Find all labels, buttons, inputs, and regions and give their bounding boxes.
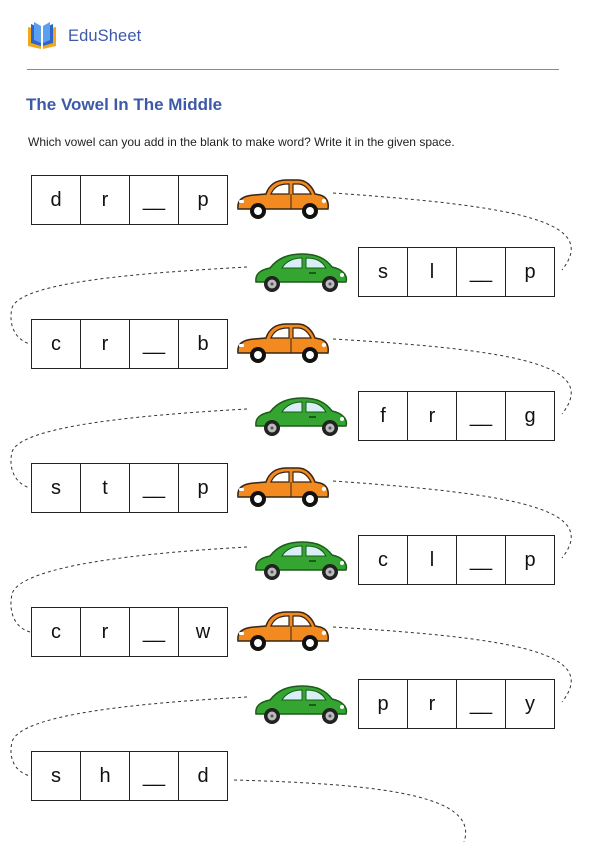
word-row-2 — [254, 246, 555, 298]
letter-box: l — [407, 247, 457, 297]
letter-boxes — [31, 319, 228, 369]
orange-car-icon — [236, 465, 330, 511]
blank-box[interactable]: __ — [456, 247, 506, 297]
open-book-icon — [26, 21, 58, 51]
letter-box: s — [31, 751, 81, 801]
letter-box: h — [80, 751, 130, 801]
brand-name: EduSheet — [68, 26, 142, 45]
word-row-7 — [31, 606, 330, 658]
letter-box: b — [178, 319, 228, 369]
orange-car-icon — [236, 321, 330, 367]
blank-box[interactable]: __ — [129, 751, 179, 801]
letter-boxes — [358, 679, 555, 729]
letter-box: p — [358, 679, 408, 729]
word-row-5 — [31, 462, 330, 514]
blank-box[interactable]: __ — [129, 319, 179, 369]
letter-boxes — [358, 247, 555, 297]
letter-box: w — [178, 607, 228, 657]
blank-box[interactable]: __ — [129, 175, 179, 225]
letter-box: t — [80, 463, 130, 513]
blank-box[interactable]: __ — [456, 391, 506, 441]
letter-box: c — [358, 535, 408, 585]
letter-box: s — [358, 247, 408, 297]
letter-box: p — [178, 463, 228, 513]
worksheet-title: The Vowel In The Middle — [26, 95, 223, 114]
letter-box: l — [407, 535, 457, 585]
letter-box: p — [505, 535, 555, 585]
letter-box: p — [178, 175, 228, 225]
letter-box: c — [31, 607, 81, 657]
word-row-9 — [31, 750, 228, 802]
letter-box: r — [407, 391, 457, 441]
letter-boxes — [31, 607, 228, 657]
letter-box: s — [31, 463, 81, 513]
letter-box: d — [178, 751, 228, 801]
blank-box[interactable]: __ — [456, 679, 506, 729]
letter-box: p — [505, 247, 555, 297]
blank-box[interactable]: __ — [129, 463, 179, 513]
green-car-icon — [254, 537, 348, 583]
header-divider — [27, 69, 559, 70]
letter-box: r — [80, 607, 130, 657]
letter-box: f — [358, 391, 408, 441]
word-row-1 — [31, 174, 330, 226]
letter-box: r — [407, 679, 457, 729]
word-row-8 — [254, 678, 555, 730]
green-car-icon — [254, 249, 348, 295]
letter-box: g — [505, 391, 555, 441]
word-row-4 — [254, 390, 555, 442]
letter-boxes — [31, 751, 228, 801]
orange-car-icon — [236, 609, 330, 655]
letter-boxes — [31, 463, 228, 513]
letter-boxes — [358, 391, 555, 441]
orange-car-icon — [236, 177, 330, 223]
letter-boxes — [358, 535, 555, 585]
word-row-3 — [31, 318, 330, 370]
instructions: Which vowel can you add in the blank to make word? Write it in the given space. — [28, 135, 455, 149]
letter-box: r — [80, 175, 130, 225]
header — [26, 20, 141, 52]
blank-box[interactable]: __ — [129, 607, 179, 657]
letter-box: y — [505, 679, 555, 729]
word-row-6 — [254, 534, 555, 586]
letter-box: r — [80, 319, 130, 369]
letter-boxes — [31, 175, 228, 225]
green-car-icon — [254, 681, 348, 727]
letter-box: c — [31, 319, 81, 369]
blank-box[interactable]: __ — [456, 535, 506, 585]
letter-box: d — [31, 175, 81, 225]
green-car-icon — [254, 393, 348, 439]
